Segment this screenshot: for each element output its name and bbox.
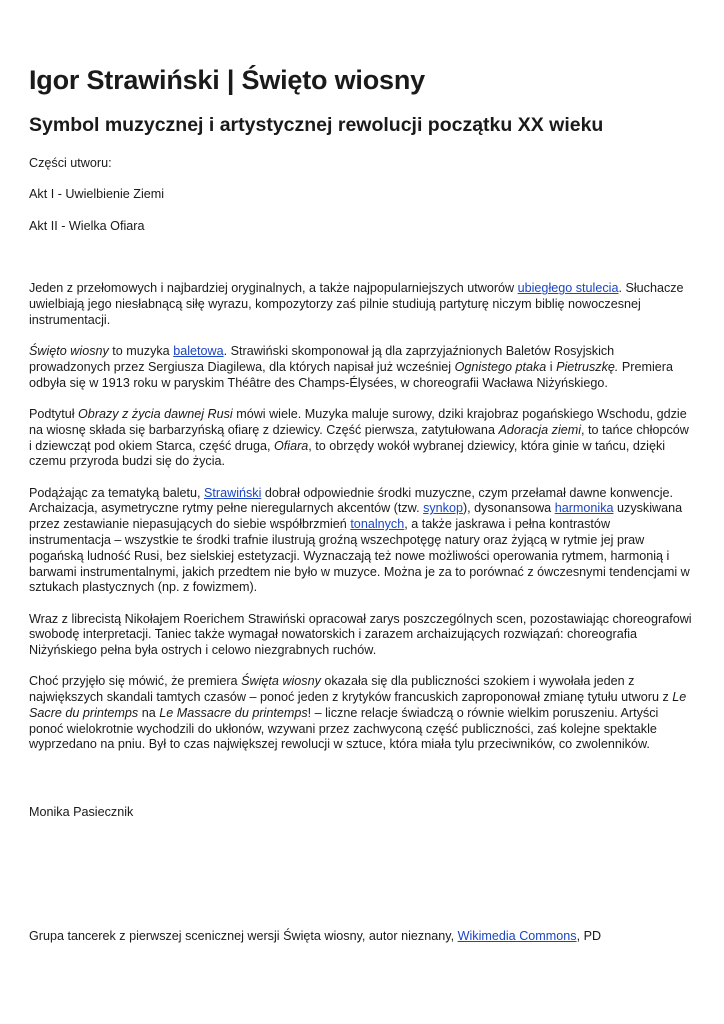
italic-title: Święta wiosny [241,674,321,689]
italic-title: Obrazy z życia dawnej Rusi [78,406,233,421]
italic-title: Ognistego ptaka [454,359,547,374]
work-parts [29,156,694,234]
page-subtitle: Symbol muzycznej i artystycznej rewolucji początku XX wieku [29,114,604,136]
paragraph-libretto [29,612,694,659]
paragraph-ballet [29,344,694,391]
link-baletowa[interactable]: baletowa [173,344,224,359]
article-body [29,281,694,753]
paragraph-musical-means [29,486,694,597]
paragraph-subtitle [29,407,694,470]
page-title: Igor Strawiński | Święto wiosny [29,65,425,95]
text-run: okazała się dla publiczności szokiem i wywołała jeden z największych skandali tamtych czasów – ponoć jeden z krytyków francuskich zaproponował zmianę tytułu utworu z [29,674,673,705]
link-strawinski[interactable]: Strawiński [204,485,262,500]
author-name: Monika Pasiecznik [29,805,134,819]
text-run: Podtytuł [29,406,79,421]
italic-title: Pietruszkę. [556,359,619,374]
link-synkop[interactable]: synkop [423,501,463,516]
text-run: , a także jaskrawa i pełna kontrastów instrumentacja – wszystkie te środki trafnie ilustrują groźną wszechpotęgę natury oraz żyjącą w rytmie jej praw pogańską ludność Rusi, bez sielskiej estetyzacji. Wyznaczają też nowe możliwości operowania rytmem, harmonią i barwami instrumentalnymi, jakich przedtem nie było w muzyce. Można je za to porównać z ówczesnymi tendencjami w sztukach plastycznych (np. z fowizmem). [29,517,690,595]
text-run: to muzyka [108,344,174,359]
italic-title: Adoracja ziemi [498,422,582,437]
link-harmonika[interactable]: harmonika [554,501,614,516]
text-run: . Strawiński skomponował ją dla zaprzyjaźnionych Baletów Rosyjskich prowadzonych przez Sergiusza Diagilewa, dla których napisał już wcześniej [29,344,615,374]
part-item: Akt I - Uwielbienie Ziemi [29,187,165,202]
text-run: , to obrzędy wokół wybranej dziewicy, która ginie w tańcu, dzięki czemu przyroda budzi się do życia. [29,438,666,469]
link-wikimedia-commons[interactable]: Wikimedia Commons [457,929,577,943]
text-run: , to tańce chłopców i dziewcząt pod okiem Starca, część druga, [29,422,689,453]
italic-title: Ofiara [274,438,309,453]
text-run: , PD [576,929,602,943]
text-run: uzyskiwana przez zestawianie niepasujących do siebie współbrzmień [29,501,683,532]
text-run: ), dysonansowa [462,501,555,516]
text-run: na [138,705,160,720]
italic-title: Le Massacre du printemps [159,705,308,720]
text-run: Jeden z przełomowych i najbardziej oryginalnych, a także najpopularniejszych utworów [29,281,518,296]
paragraph-intro [29,281,694,328]
italic-title: Le Sacre du printemps [29,690,687,720]
text-run: Premiera odbyła się w 1913 roku w paryskim Théâtre des Champs-Élysées, w choreografii Wacława Niżyńskiego. [29,359,673,390]
text-run: Choć przyjęło się mówić, że premiera [29,674,242,689]
text-run: Podążając za tematyką baletu, [29,485,205,500]
text-run: Grupa tancerek z pierwszej scenicznej wersji Święta wiosny, autor nieznany, [29,929,458,943]
text-run: dobrał odpowiednie środki muzyczne, czym przełamał dawne konwencje. Archaizacja, asymetryczne rytmy pełne nieregularnych akcentów (tzw. [29,485,674,516]
italic-title: Święto wiosny [29,344,109,359]
text-run: ! – liczne relacje świadczą o równie wielkim poruszeniu. Artyści ponoć wielokrotnie wychodzili do ukłonów, wzywani przez zachwyconą część publiczności, zaś kolejne spektakle wyprzedano na pniu. Był to czas największej rewolucji w sztuce, która miała tylu przeciwników, co zwolenników. [29,705,659,752]
part-item: Akt II - Wielka Ofiara [29,218,145,233]
parts-label: Części utworu: [29,156,112,170]
link-tonalnych[interactable]: tonalnych [350,517,405,532]
image-caption [29,929,601,945]
link-ubieglego-stulecia[interactable]: ubiegłego stulecia [517,281,619,296]
paragraph-premiere [29,674,694,753]
text-run: mówi wiele. Muzyka maluje surowy, dziki krajobraz pogańskiego Wschodu, gdzie na wiosnę składa się barbarzyńską ofiarę z dziewicy. Część pierwsza, zatytułowana [29,406,687,437]
text-run: i [546,359,557,374]
text-run: Wraz z librecistą Nikołajem Roerichem Strawiński opracował zarys poszczególnych scen, pozostawiając choreografowi swobodę interpretacji. Taniec także wymagał nowatorskich i zarazem archaizujących rozwiązań: choreografia Niżyńskiego pełna była ostrych i celowo niezgrabnych ruchów. [29,611,692,658]
text-run: . Słuchacze uwielbiają jego niesłabnącą siłę wyrazu, kompozytorzy zaś pilnie studiują partyturę niczym biblię nowoczesnej instrumentacji. [29,281,684,327]
